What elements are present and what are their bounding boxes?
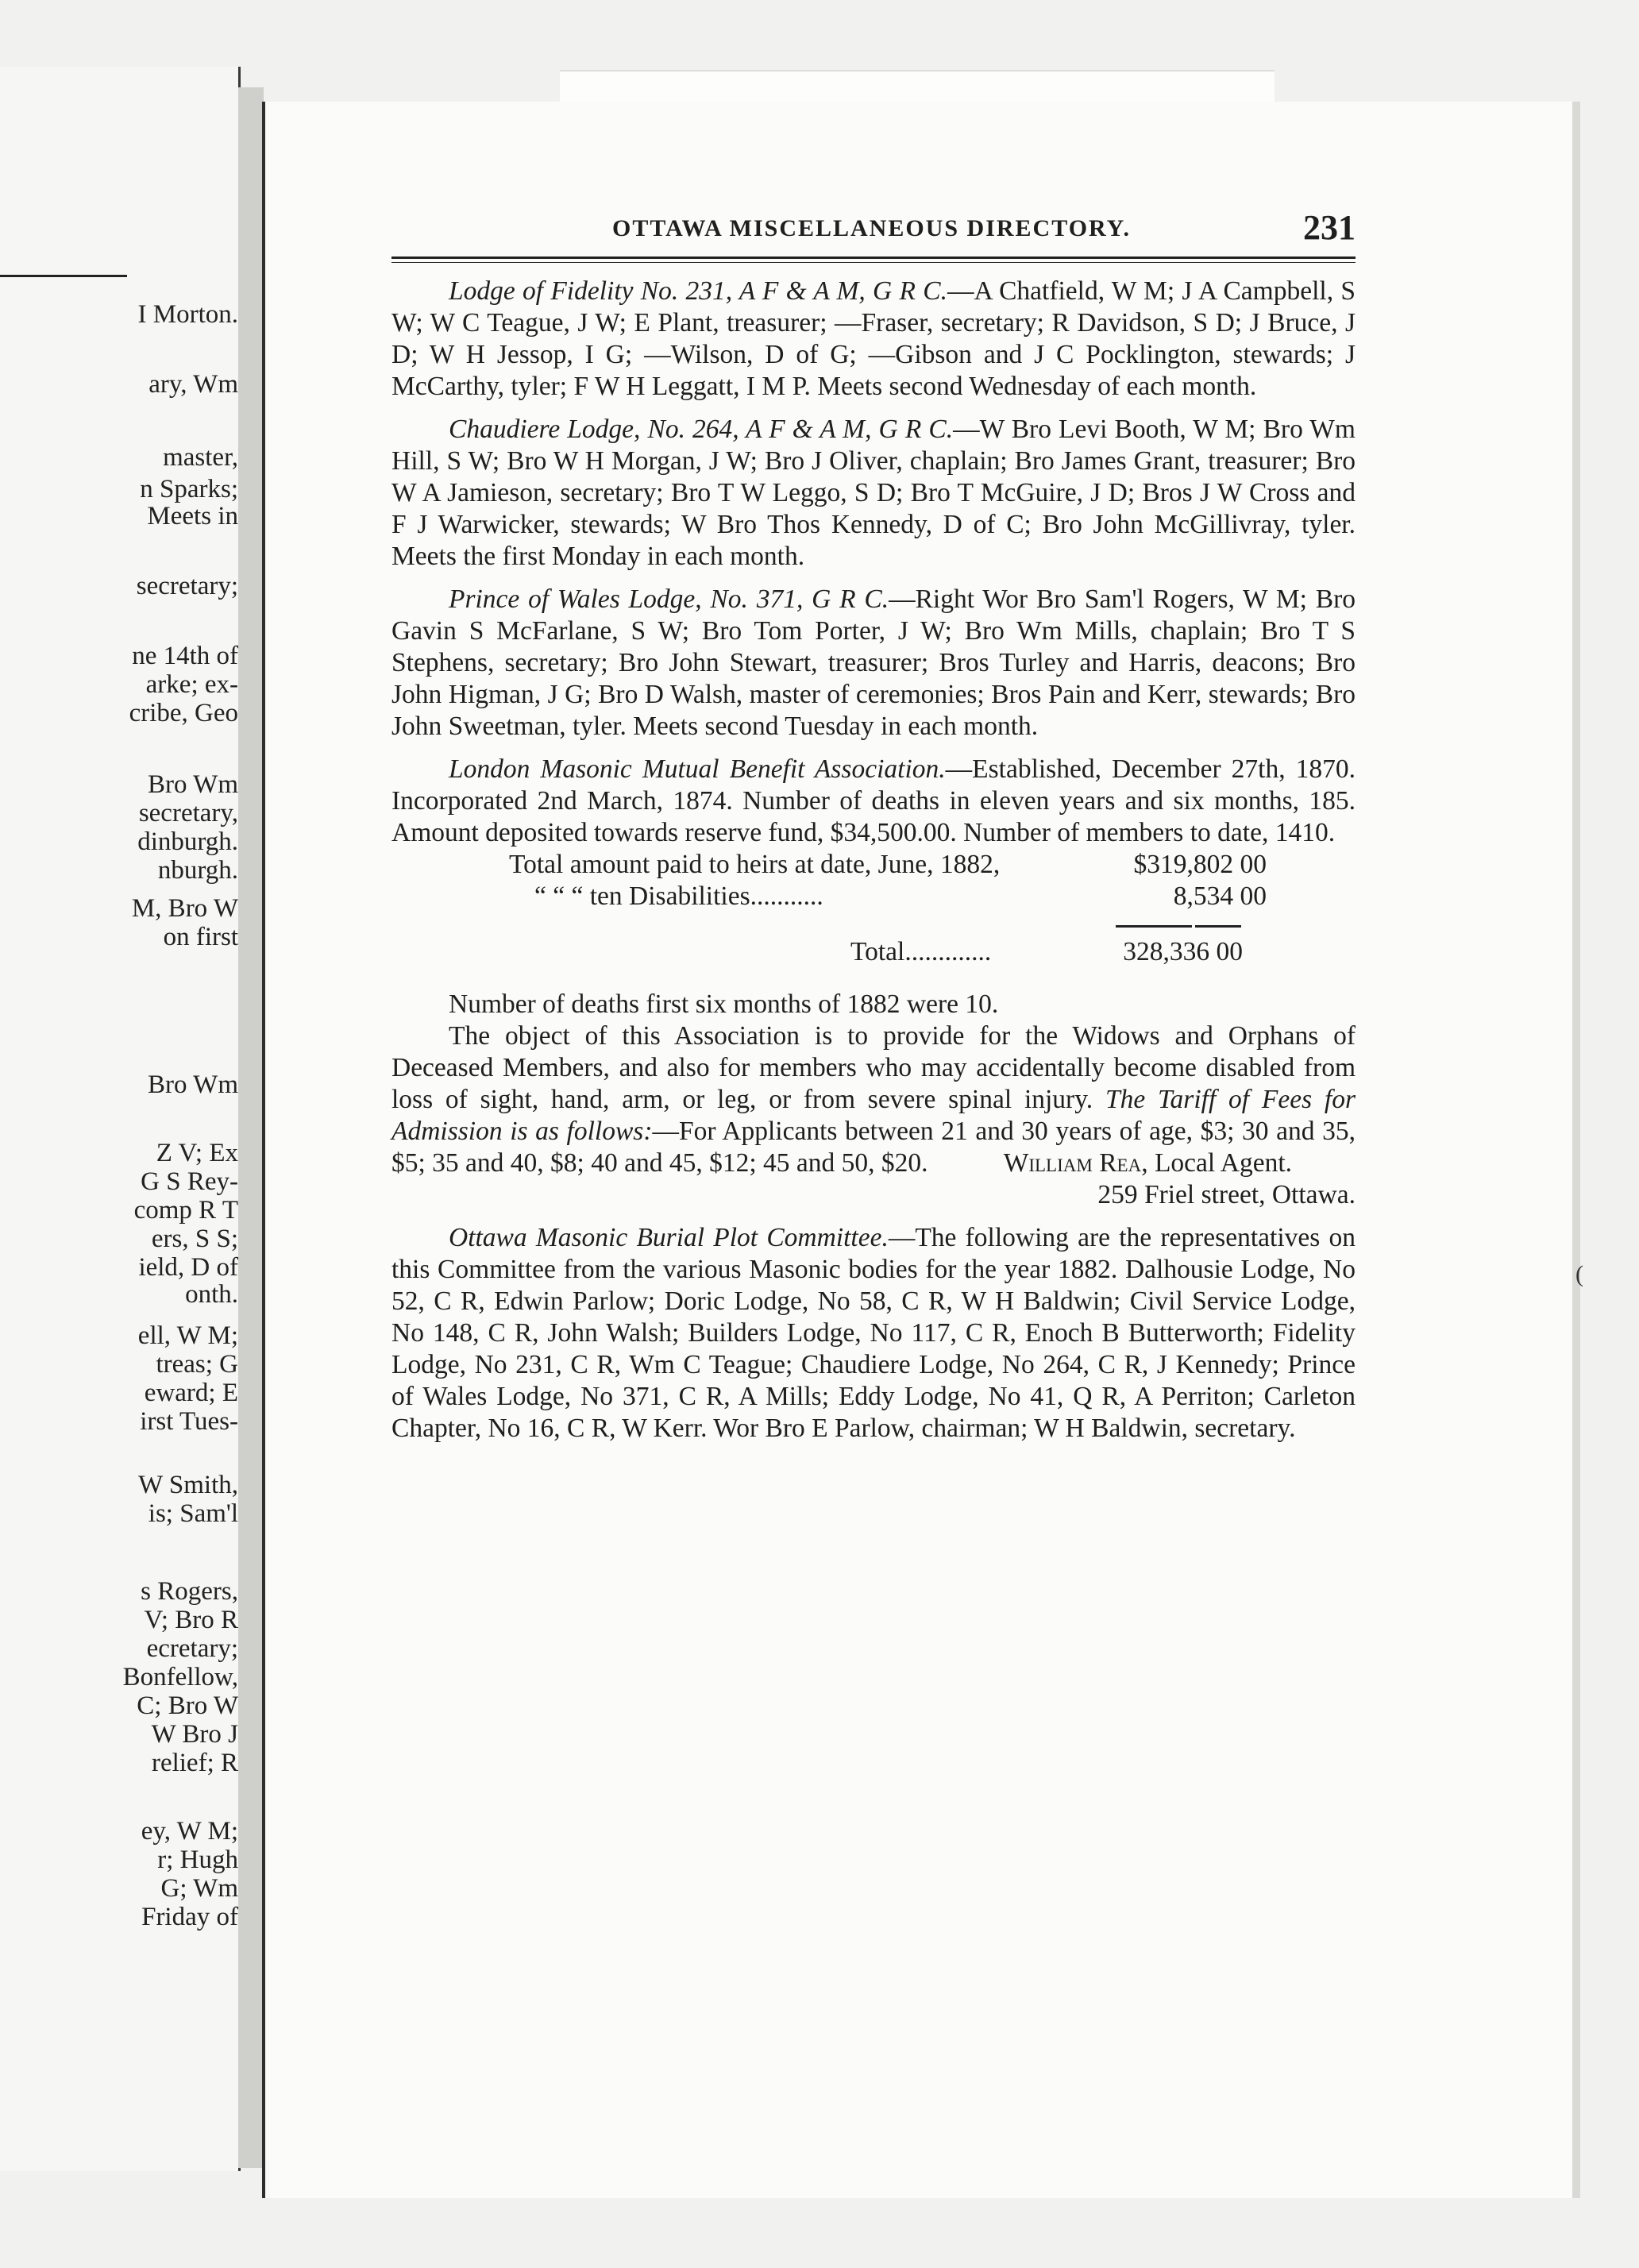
left-page-line: ary, Wm [148, 370, 238, 399]
running-head [391, 202, 1356, 250]
tariff-text: —For Applicants between 21 and 30 years of age, $3; 30 and 35, $5; 35 and 40, $8; 40 and 45, $12; 45 and 50, $20. [391, 1117, 1356, 1178]
left-page-line: Z V; Ex [156, 1139, 238, 1167]
sum-rule-dollars [1116, 925, 1192, 928]
left-page-line: M, Bro W [131, 894, 238, 923]
left-page-line: treas; G [156, 1350, 238, 1379]
entry-lodge-of-fidelity [391, 276, 1356, 403]
left-page-line: nburgh. [157, 856, 238, 885]
left-page-line: n Sparks; [140, 475, 238, 503]
tariff-heading: The Tariff of Fees for Admission is as follows: [391, 1085, 1356, 1146]
totals-line-disabilities: “ “ “ ten Disabilities........... [534, 881, 823, 911]
left-page-line: eward; E [144, 1379, 238, 1407]
sum-rule-cents [1195, 925, 1241, 928]
object-text: The object of this Association is to provide for the Widows and Orphans of Deceased Members, and also for members who may accidentally become disabled from loss of sight, hand, arm, or leg, or from severe spinal injury. [391, 1021, 1356, 1114]
header-double-rule [391, 256, 1356, 263]
entry-heading: Ottawa Masonic Burial Plot Committee. [449, 1223, 889, 1252]
left-page-line: ell, W M; [137, 1321, 238, 1350]
left-page-line: ers, S S; [151, 1225, 238, 1253]
left-page-line: ne 14th of [132, 642, 238, 670]
left-page-line: G; Wm [160, 1874, 238, 1903]
entry-chaudiere-lodge [391, 414, 1356, 573]
left-page-line: cribe, Geo [129, 699, 238, 727]
left-page-line: secretary; [136, 572, 238, 600]
page-number: 231 [1303, 208, 1356, 247]
left-page-line: G S Rey- [141, 1167, 238, 1196]
left-page-line: ey, W M; [141, 1817, 238, 1846]
left-page-line: relief; R [151, 1749, 238, 1777]
totals-table [391, 849, 1356, 989]
left-page-line: W Smith, [138, 1471, 238, 1499]
left-page-fragment [0, 67, 241, 2171]
entry-body: —W Bro Levi Booth, W M; Bro Wm Hill, S W; Bro W H Morgan, J W; Bro J Oliver, chaplain; Bro James Grant, treasurer; Bro W A Jamieson, secretary; Bro T W Leggo, S D; Bro T McGuire, J D; Bros J W Cross and F J Warwicker, stewards; W Bro Thos Kennedy, D of C; Bro John McGillivray, tyler. Meets the first Monday in each month. [391, 415, 1356, 571]
left-page-line: comp R T [133, 1196, 238, 1225]
entry-prince-of-wales-lodge [391, 584, 1356, 742]
left-page-line: onth. [185, 1280, 238, 1309]
agent-name: William Rea [1003, 1148, 1142, 1178]
entry-london-masonic [391, 754, 1356, 849]
agent-title: , Local Agent. [1141, 1148, 1292, 1178]
entry-body: —The following are the representatives on this Committee from the various Masonic bodies for the year 1882. Dalhousie Lodge, No 52, C R, Edwin Parlow; Doric Lodge, No 58, C R, W H Baldwin; Civil Service Lodge, No 148, C R, John Walsh; Builders Lodge, No 117, C R, Enoch B Butterworth; Fidelity Lodge, No 231, C R, Wm C Teague; Chaudiere Lodge, No 264, C R, J Kennedy; Prince of Wales Lodge, No 371, C R, A Mills; Eddy Lodge, No 41, Q R, A Perriton; Carleton Chapter, No 16, C R, W Kerr. Wor Bro E Parlow, chairman; W H Baldwin, secretary. [391, 1223, 1356, 1443]
page-content [391, 202, 1356, 1444]
left-page-line: r; Hugh [157, 1846, 238, 1874]
entry-heading: London Masonic Mutual Benefit Association. [449, 754, 946, 784]
left-page-line: dinburgh. [137, 827, 238, 856]
left-page-line: secretary, [138, 799, 238, 827]
left-page-line: irst Tues- [140, 1407, 238, 1436]
left-page-line: Bro Wm [148, 1070, 238, 1099]
left-page-line: Friday of [141, 1903, 238, 1931]
left-page-line: is; Sam'l [148, 1499, 238, 1528]
entry-heading: Prince of Wales Lodge, No. 371, G R C. [449, 584, 889, 614]
left-page-line: V; Bro R [144, 1606, 238, 1634]
left-page-line: Meets in [147, 502, 238, 530]
totals-line-heirs: Total amount paid to heirs at date, June, 1882, [509, 850, 1001, 879]
left-page-line: Bonfellow, [122, 1663, 238, 1691]
totals-amount-disabilities: 8,534 00 [1173, 881, 1267, 911]
left-page-line: s Rogers, [141, 1577, 238, 1606]
entry-burial-plot-committee [391, 1222, 1356, 1444]
left-page-line: master, [163, 443, 238, 472]
entry-body: —A Chatfield, W M; J A Campbell, S W; W C Teague, J W; E Plant, treasurer; —Fraser, secretary; R Davidson, S D; J Bruce, J D; W H Jessop, I G; —Wilson, D of G; —Gibson and J C Pocklington, stewards; J McCarthy, tyler; F W H Leggatt, I M P. Meets second Wednesday of each month. [391, 276, 1356, 401]
left-page-line: on first [163, 923, 238, 951]
deaths-line: Number of deaths first six months of 1882 were 10. [449, 989, 999, 1019]
totals-amount-heirs: $319,802 00 [1133, 850, 1267, 879]
edge-mark: ( [1575, 1261, 1583, 1287]
left-page-line: ecretary; [146, 1634, 238, 1663]
entry-heading: Chaudiere Lodge, No. 264, A F & A M, G R C. [449, 415, 954, 444]
left-page-line: W Bro J [151, 1720, 238, 1749]
left-page-line: I Morton. [137, 300, 238, 329]
entry-heading: Lodge of Fidelity No. 231, A F & A M, G R C. [449, 276, 947, 306]
entry-body: —Right Wor Bro Sam'l Rogers, W M; Bro Gavin S McFarlane, S W; Bro Tom Porter, J W; Bro Wm Mills, chaplain; Bro T S Stephens, secretary; Bro John Stewart, treasurer; Bros Turley and Harris, deacons; Bro John Higman, J G; Bro D Walsh, master of ceremonies; Bros Pain and Kerr, stewards; Bro John Sweetman, tyler. Meets second Tuesday in each month. [391, 584, 1356, 741]
left-page-rule [0, 275, 127, 277]
left-page-line: Bro Wm [148, 770, 238, 799]
running-title: OTTAWA MISCELLANEOUS DIRECTORY. [612, 215, 1132, 241]
agent-address: 259 Friel street, Ottawa. [1097, 1180, 1356, 1209]
left-page-line: arke; ex- [145, 670, 238, 699]
entry-body: —Established, December 27th, 1870. Incorporated 2nd March, 1874. Number of deaths in eleven years and six months, 185. Amount deposited towards reserve fund, $34,500.00. Number of members to date, 1410. [391, 754, 1356, 847]
totals-line-total: Total............. [850, 937, 992, 966]
totals-amount-total: 328,336 00 [1123, 937, 1243, 966]
left-page-line: C; Bro W [137, 1691, 238, 1720]
page-gutter [238, 87, 264, 2168]
left-page-line: ield, D of [138, 1253, 238, 1282]
